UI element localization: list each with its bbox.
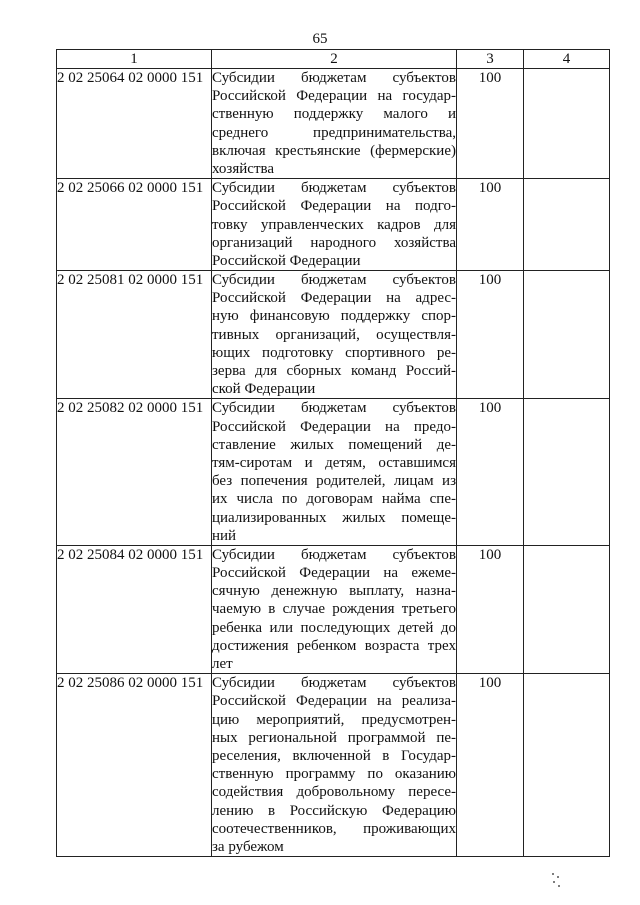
table-body (57, 69, 610, 857)
description (212, 179, 457, 271)
description-line: Субсидии бюджетам субъектов (212, 400, 456, 417)
amount: 100 (457, 399, 524, 546)
description-line: ную финансовую поддержку спор- (212, 308, 456, 325)
description-line: среднего предпринимательства, (212, 124, 456, 141)
budget-code: 2 02 25081 02 0000 151 (57, 271, 212, 399)
description-line: без попечения родителей, лицам из (212, 473, 456, 490)
description-line: товку управленческих кадров для (212, 216, 456, 233)
table-row (57, 674, 610, 857)
table-row (57, 69, 610, 179)
amount: 100 (457, 545, 524, 673)
amount: 100 (457, 69, 524, 179)
budget-code: 2 02 25082 02 0000 151 (57, 399, 212, 546)
description-line: Субсидии бюджетам субъектов (212, 272, 456, 289)
column-4-cell (524, 271, 610, 399)
description-line: лению в Российскую Федерацию (212, 802, 456, 819)
table-row (57, 271, 610, 399)
table-row (57, 545, 610, 673)
description-line: реселения, включенной в Государ- (212, 747, 456, 764)
description-line: зерва для сборных команд Россий- (212, 363, 456, 379)
column-4-cell (524, 179, 610, 271)
table-row (57, 399, 610, 546)
description (212, 69, 457, 179)
amount: 100 (457, 179, 524, 271)
description-line: ребенка или последующих детей до (212, 619, 456, 636)
description-line: соотечественников, проживающих (212, 820, 456, 837)
description-line: ской Федерации (212, 381, 316, 398)
description-line: включая крестьянские (фермерские) (212, 142, 456, 159)
table-row (57, 179, 610, 271)
description-line: ставление жилых помещений де- (212, 436, 456, 453)
description-line: за рубежом (212, 838, 284, 855)
description-line: циализированных жилых помеще- (212, 509, 456, 526)
description-line: тивных организаций, осуществля- (212, 326, 456, 343)
budget-code: 2 02 25066 02 0000 151 (57, 179, 212, 271)
column-4-cell (524, 399, 610, 546)
header-col-3: 3 (457, 50, 524, 69)
description-line: Российской Федерации на ежеме- (212, 565, 456, 582)
description-line: Российской Федерации на предо- (212, 418, 456, 435)
page-number: 65 (312, 31, 328, 47)
budget-table (56, 49, 610, 857)
description-line: Субсидии бюджетам субъектов (212, 675, 456, 692)
budget-code: 2 02 25086 02 0000 151 (57, 674, 212, 857)
column-4-cell (524, 545, 610, 673)
description-line: Субсидии бюджетам субъектов (212, 546, 456, 563)
description-line: ных региональной программой пе- (212, 729, 456, 746)
amount: 100 (457, 271, 524, 399)
description (212, 674, 457, 857)
description (212, 545, 457, 673)
description (212, 271, 457, 399)
column-4-cell (524, 69, 610, 179)
budget-code: 2 02 25084 02 0000 151 (57, 545, 212, 673)
description-line: Субсидии бюджетам субъектов (212, 180, 456, 197)
column-4-cell (524, 674, 610, 857)
description-line: организаций народного хозяйства (212, 234, 456, 251)
description-line: Субсидии бюджетам субъектов (212, 70, 456, 86)
description-line: содействия добровольному пересе- (212, 784, 456, 801)
description (212, 399, 457, 546)
scan-specks (550, 871, 562, 891)
description-line: сячную денежную выплату, назна- (212, 583, 456, 600)
description-line: тям-сиротам и детям, оставшимся (212, 454, 456, 471)
description-line: их числа по договорам найма спе- (212, 491, 456, 508)
description-line: Российской Федерации на государ- (212, 88, 456, 105)
amount: 100 (457, 674, 524, 857)
description-line: ственную программу по оказанию (212, 766, 456, 783)
description-line: Российской Федерации на реализа- (212, 693, 456, 710)
description-line: хозяйства (212, 160, 275, 177)
description-line: чаемую в случае рождения третьего (212, 601, 456, 618)
description-line: достижения ребенком возраста трех (212, 637, 456, 654)
header-col-1: 1 (57, 50, 212, 69)
budget-code: 2 02 25064 02 0000 151 (57, 69, 212, 179)
table-header-row (57, 50, 610, 69)
description-line: лет (212, 656, 233, 672)
header-col-4: 4 (524, 50, 610, 69)
header-col-2: 2 (212, 50, 457, 69)
description-line: Российской Федерации на адрес- (212, 290, 456, 307)
description-line: ющих подготовку спортивного ре- (212, 344, 456, 361)
description-line: ственную поддержку малого и (212, 106, 456, 123)
description-line: ний (212, 527, 237, 544)
description-line: Российской Федерации на подго- (212, 198, 456, 215)
description-line: Российской Федерации (212, 252, 361, 269)
description-line: цию мероприятий, предусмотрен- (212, 711, 456, 728)
